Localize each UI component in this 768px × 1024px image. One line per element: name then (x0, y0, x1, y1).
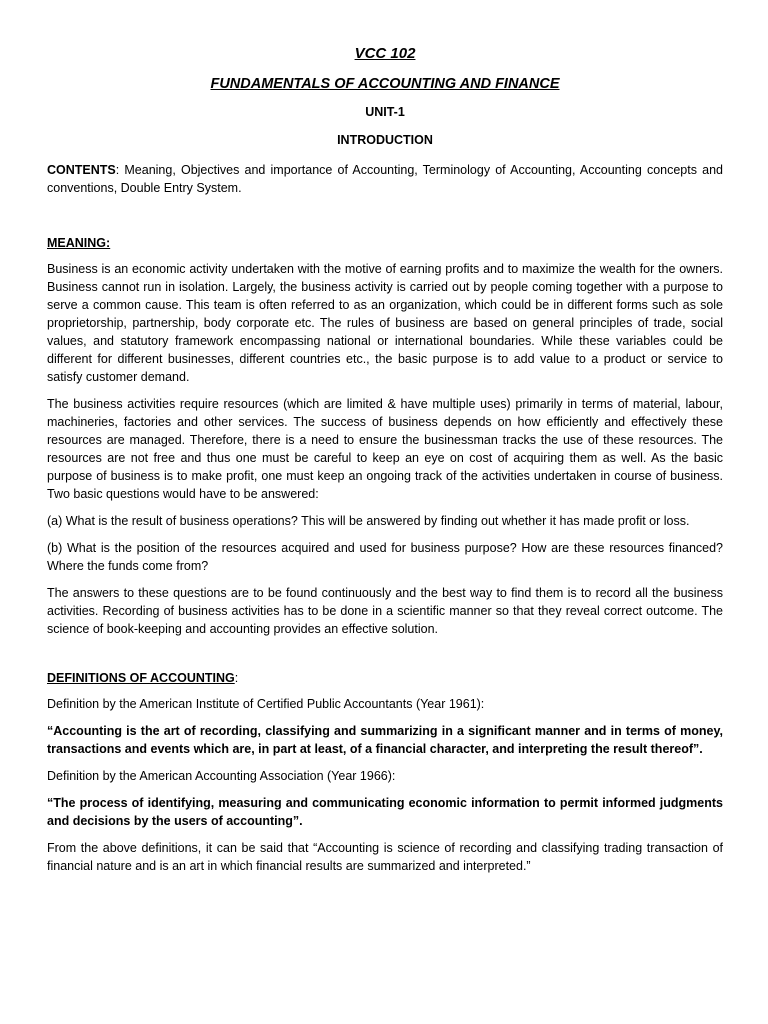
contents-text: : Meaning, Objectives and importance of Accounting, Terminology of Accounting, Accounting concepts and conventions, Double Entry System. (47, 163, 723, 195)
unit-label: UNIT-1 (365, 105, 405, 119)
meaning-heading: MEANING: (47, 236, 111, 250)
contents-label: CONTENTS (47, 163, 116, 177)
definition-2-quote: “The process of identifying, measuring and communicating economic information to permit informed judgments and decisions by the users of accounting”. (47, 796, 723, 828)
meaning-question-a: (a) What is the result of business operations? This will be answered by finding out whether it has made profit or loss. (47, 514, 690, 528)
definitions-heading-row (47, 669, 723, 687)
definition-1-quote: “Accounting is the art of recording, classifying and summarizing in a significant manner and in terms of money, transactions and events which are, in part at least, of a financial character, and interpreting the result thereof”. (47, 724, 723, 756)
meaning-heading-row (47, 234, 723, 252)
meaning-paragraph-3: The answers to these questions are to be found continuously and the best way to find them is to record all the business activities. Recording of business activities has to be done in a scientific manner so that they reveal correct outcome. The science of book-keeping and accounting provides an effective solution. (47, 586, 723, 636)
meaning-paragraph-2: The business activities require resources (which are limited & have multiple uses) primarily in terms of material, labour, machineries, factories and other services. The success of business depends on how efficiently and effectively these resources are managed. Therefore, there is a need to ensure the businessman tracks the use of these resources. The resources are not free and thus one must be careful to keep an eye on cost of acquiring them as well. As the basic purpose of business is to make profit, one must keep an ongoing track of the activities undertaken in course of business. Two basic questions would have to be answered: (47, 397, 723, 501)
definition-2-intro: Definition by the American Accounting Association (Year 1966): (47, 769, 396, 783)
course-title: FUNDAMENTALS OF ACCOUNTING AND FINANCE (210, 76, 560, 92)
section-title: INTRODUCTION (337, 133, 433, 147)
spacer (47, 647, 723, 669)
contents-paragraph (47, 161, 723, 197)
course-code: VCC 102 (354, 45, 416, 62)
definitions-conclusion: From the above definitions, it can be said that “Accounting is science of recording and classifying trading transaction of financial nature and is an art in which financial results are summarized and interpreted.” (47, 841, 723, 873)
definition-1-intro: Definition by the American Institute of Certified Public Accountants (Year 1961): (47, 697, 485, 711)
meaning-question-b: (b) What is the position of the resources acquired and used for business purpose? How are these resources financed? Where the funds come from? (47, 541, 723, 573)
definitions-heading-suffix: : (234, 671, 239, 685)
meaning-paragraph-1: Business is an economic activity undertaken with the motive of earning profits and to maximize the wealth for the owners. Business cannot run in isolation. Largely, the business activity is carried out by people coming together with a purpose to serve a common cause. This team is often referred to as an organization, which could be in different forms such as sole proprietorship, partnership, body corporate etc. The rules of business are based on general principles of trade, social values, and statutory framework encompassing national or international boundaries. While these variables could be different for different businesses, different countries etc., the basic purpose is to add value to a product or service to satisfy customer demand. (47, 262, 723, 384)
definitions-heading: DEFINITIONS OF ACCOUNTING (47, 671, 235, 685)
spacer (47, 206, 723, 234)
